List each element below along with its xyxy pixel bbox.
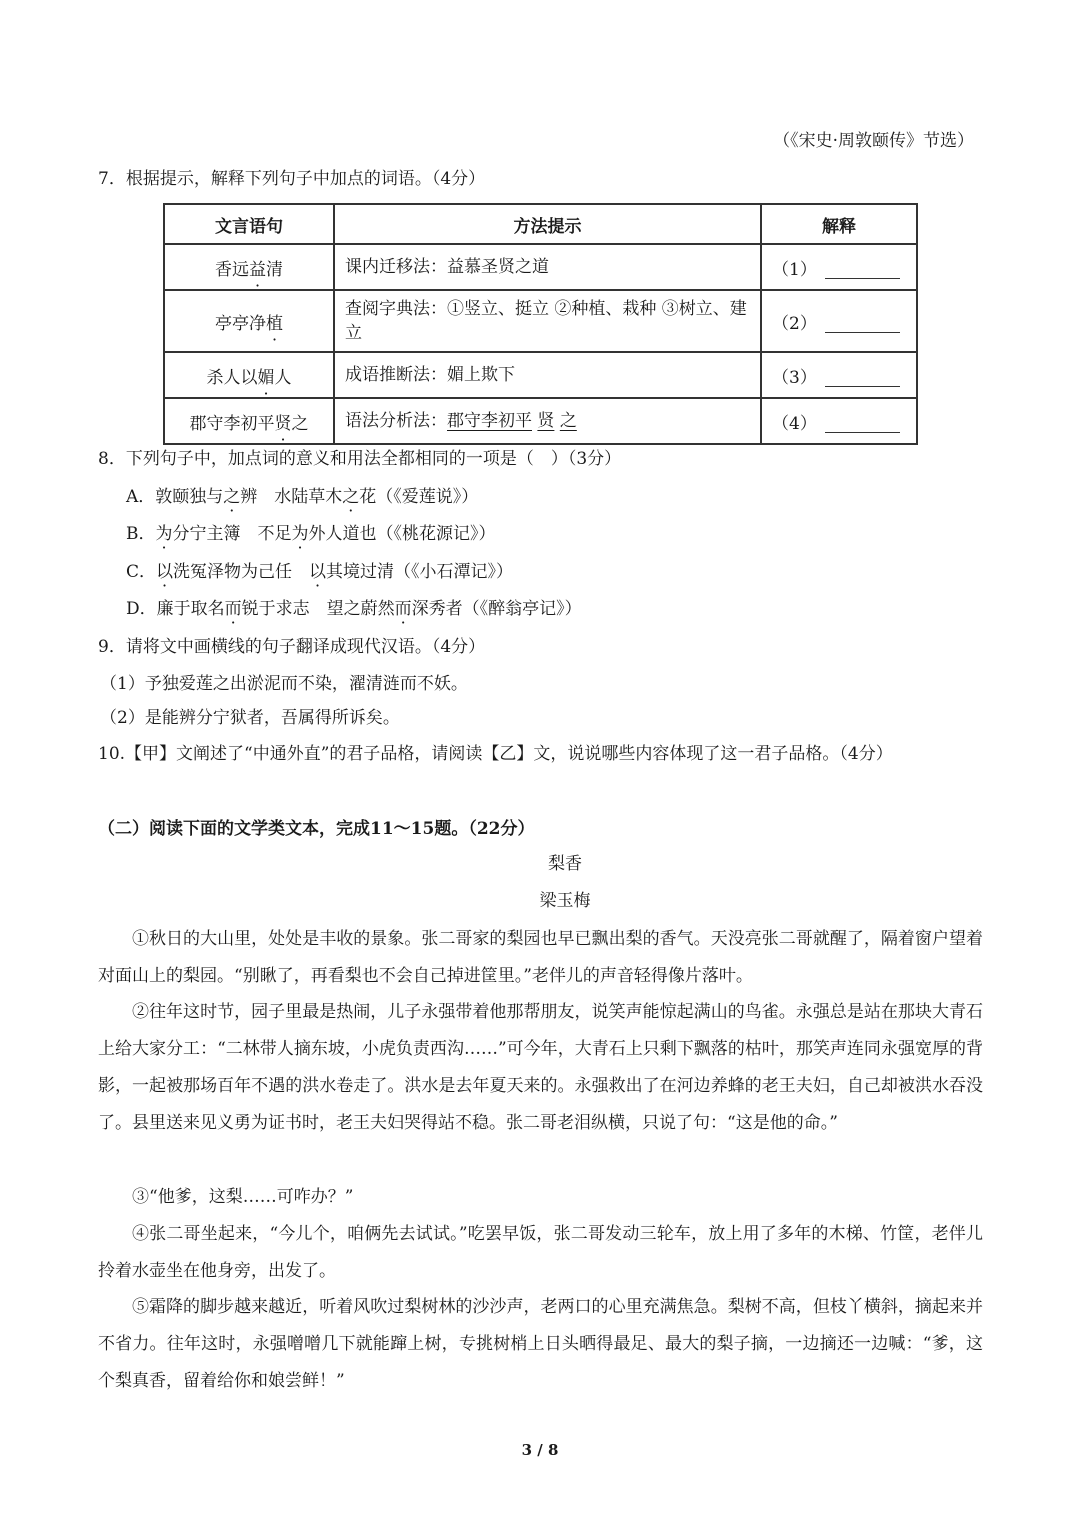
sentence-cell: 杀人以媚人 <box>164 352 334 398</box>
story-title: 梨香 <box>548 854 582 874</box>
table-header-row <box>164 204 917 244</box>
answer-blank[interactable] <box>825 370 900 387</box>
sentence-cell: 郡守李初平贤之 <box>164 398 334 444</box>
dotted-word: 贤 <box>274 413 292 434</box>
hint-cell: 查阅字典法：①竖立、挺立 ②种植、栽种 ③树立、建立 <box>334 290 761 352</box>
option-a[interactable]: A．敦颐独与之辨 水陆草木之花（《爱莲说》） <box>126 487 479 507</box>
option-c[interactable]: C．以洗冤泽物为己任 以其境过清（《小石潭记》） <box>126 562 514 582</box>
page-number: 3 / 8 <box>521 1441 559 1459</box>
underlined-object: 之 <box>559 411 577 431</box>
header-answer: 解释 <box>761 204 917 244</box>
paragraph-4: ④张二哥坐起来，“今儿个，咱俩先去试试。”吃罢早饭，张二哥发动三轮车，放上用了多年的木梯、竹筐，老伴儿拎着水壶坐在他身旁，出发了。 <box>98 1224 983 1281</box>
answer-cell: （3） <box>761 352 917 398</box>
sentence-cell: 香远益清 <box>164 244 334 290</box>
answer-cell: （4） <box>761 398 917 444</box>
sentence-cell: 亭亭净植 <box>164 290 334 352</box>
answer-blank[interactable] <box>825 316 900 333</box>
question-9-stem: 9．请将文中画横线的句子翻译成现代汉语。（4分） <box>98 637 486 657</box>
vocab-table <box>163 203 918 445</box>
table-row <box>164 398 917 444</box>
question-9-item-1: （1）予独爱莲之出淤泥而不染，濯清涟而不妖。 <box>100 674 468 694</box>
hint-cell: 语法分析法：郡守李初平 贤 之 <box>334 398 761 444</box>
question-9-item-2: （2）是能辨分宁狱者，吾属得所诉矣。 <box>100 708 400 728</box>
paragraph-3: ③“他爹，这梨……可咋办？” <box>132 1187 354 1207</box>
option-d[interactable]: D．廉于取名而锐于求志 望之蔚然而深秀者（《醉翁亭记》） <box>126 599 582 619</box>
answer-cell: （2） <box>761 290 917 352</box>
underlined-subject: 郡守李初平 <box>447 411 532 431</box>
answer-cell: （1） <box>761 244 917 290</box>
header-hint: 方法提示 <box>334 204 761 244</box>
story-author: 梁玉梅 <box>539 891 591 911</box>
table-row <box>164 290 917 352</box>
question-10-stem: 10.【甲】文阐述了“中通外直”的君子品格，请阅读【乙】文，说说哪些内容体现了这一君子品格。（4分） <box>98 744 893 764</box>
hint-cell: 课内迁移法：益慕圣贤之道 <box>334 244 761 290</box>
dotted-word: 益 <box>249 259 266 280</box>
option-b[interactable]: B．为分宁主簿 不足为外人道也（《桃花源记》） <box>126 524 496 544</box>
underlined-verb: 贤 <box>537 411 555 431</box>
header-sentence: 文言语句 <box>164 204 334 244</box>
answer-blank[interactable] <box>825 416 900 433</box>
dotted-word: 植 <box>266 313 283 334</box>
dotted-word: 媚 <box>257 367 275 388</box>
question-8-stem: 8．下列句子中，加点词的意义和用法全都相同的一项是（ ）（3分） <box>98 449 622 469</box>
section-heading: （二）阅读下面的文学类文本，完成11～15题。（22分） <box>98 819 535 839</box>
paragraph-5: ⑤霜降的脚步越来越近，听着风吹过梨树林的沙沙声，老两口的心里充满焦急。梨树不高，但枝丫横斜，摘起来并不省力。往年这时，永强噌噌几下就能蹿上树，专挑树梢上日头晒得最足、最大的梨子摘，一边摘还一边喊：“爹，这个梨真香，留着给你和娘尝鲜！” <box>98 1297 983 1391</box>
source-note: （《宋史·周敦颐传》节选） <box>773 131 974 151</box>
paragraph-2: ②往年这时节，园子里最是热闹，儿子永强带着他那帮朋友，说笑声能惊起满山的鸟雀。永强总是站在那块大青石上给大家分工：“二林带人摘东坡，小虎负责西沟……”可今年，大青石上只剩下飘落的枯叶，那笑声连同永强宽厚的背影，一起被那场百年不遇的洪水卷走了。洪水是去年夏天来的。永强救出了在河边养蜂的老王夫妇，自己却被洪水吞没了。县里送来见义勇为证书时，老王夫妇哭得站不稳。张二哥老泪纵横，只说了句：“这是他的命。” <box>98 1002 983 1133</box>
paragraph-1: ①秋日的大山里，处处是丰收的景象。张二哥家的梨园也早已飘出梨的香气。天没亮张二哥就醒了，隔着窗户望着对面山上的梨园。“别瞅了，再看梨也不会自己掉进筐里。”老伴儿的声音轻得像片落叶。 <box>98 929 983 986</box>
question-7-stem: 7．根据提示，解释下列句子中加点的词语。（4分） <box>98 169 486 189</box>
hint-cell: 成语推断法：媚上欺下 <box>334 352 761 398</box>
table-row <box>164 352 917 398</box>
answer-blank[interactable] <box>825 262 900 279</box>
table-row <box>164 244 917 290</box>
